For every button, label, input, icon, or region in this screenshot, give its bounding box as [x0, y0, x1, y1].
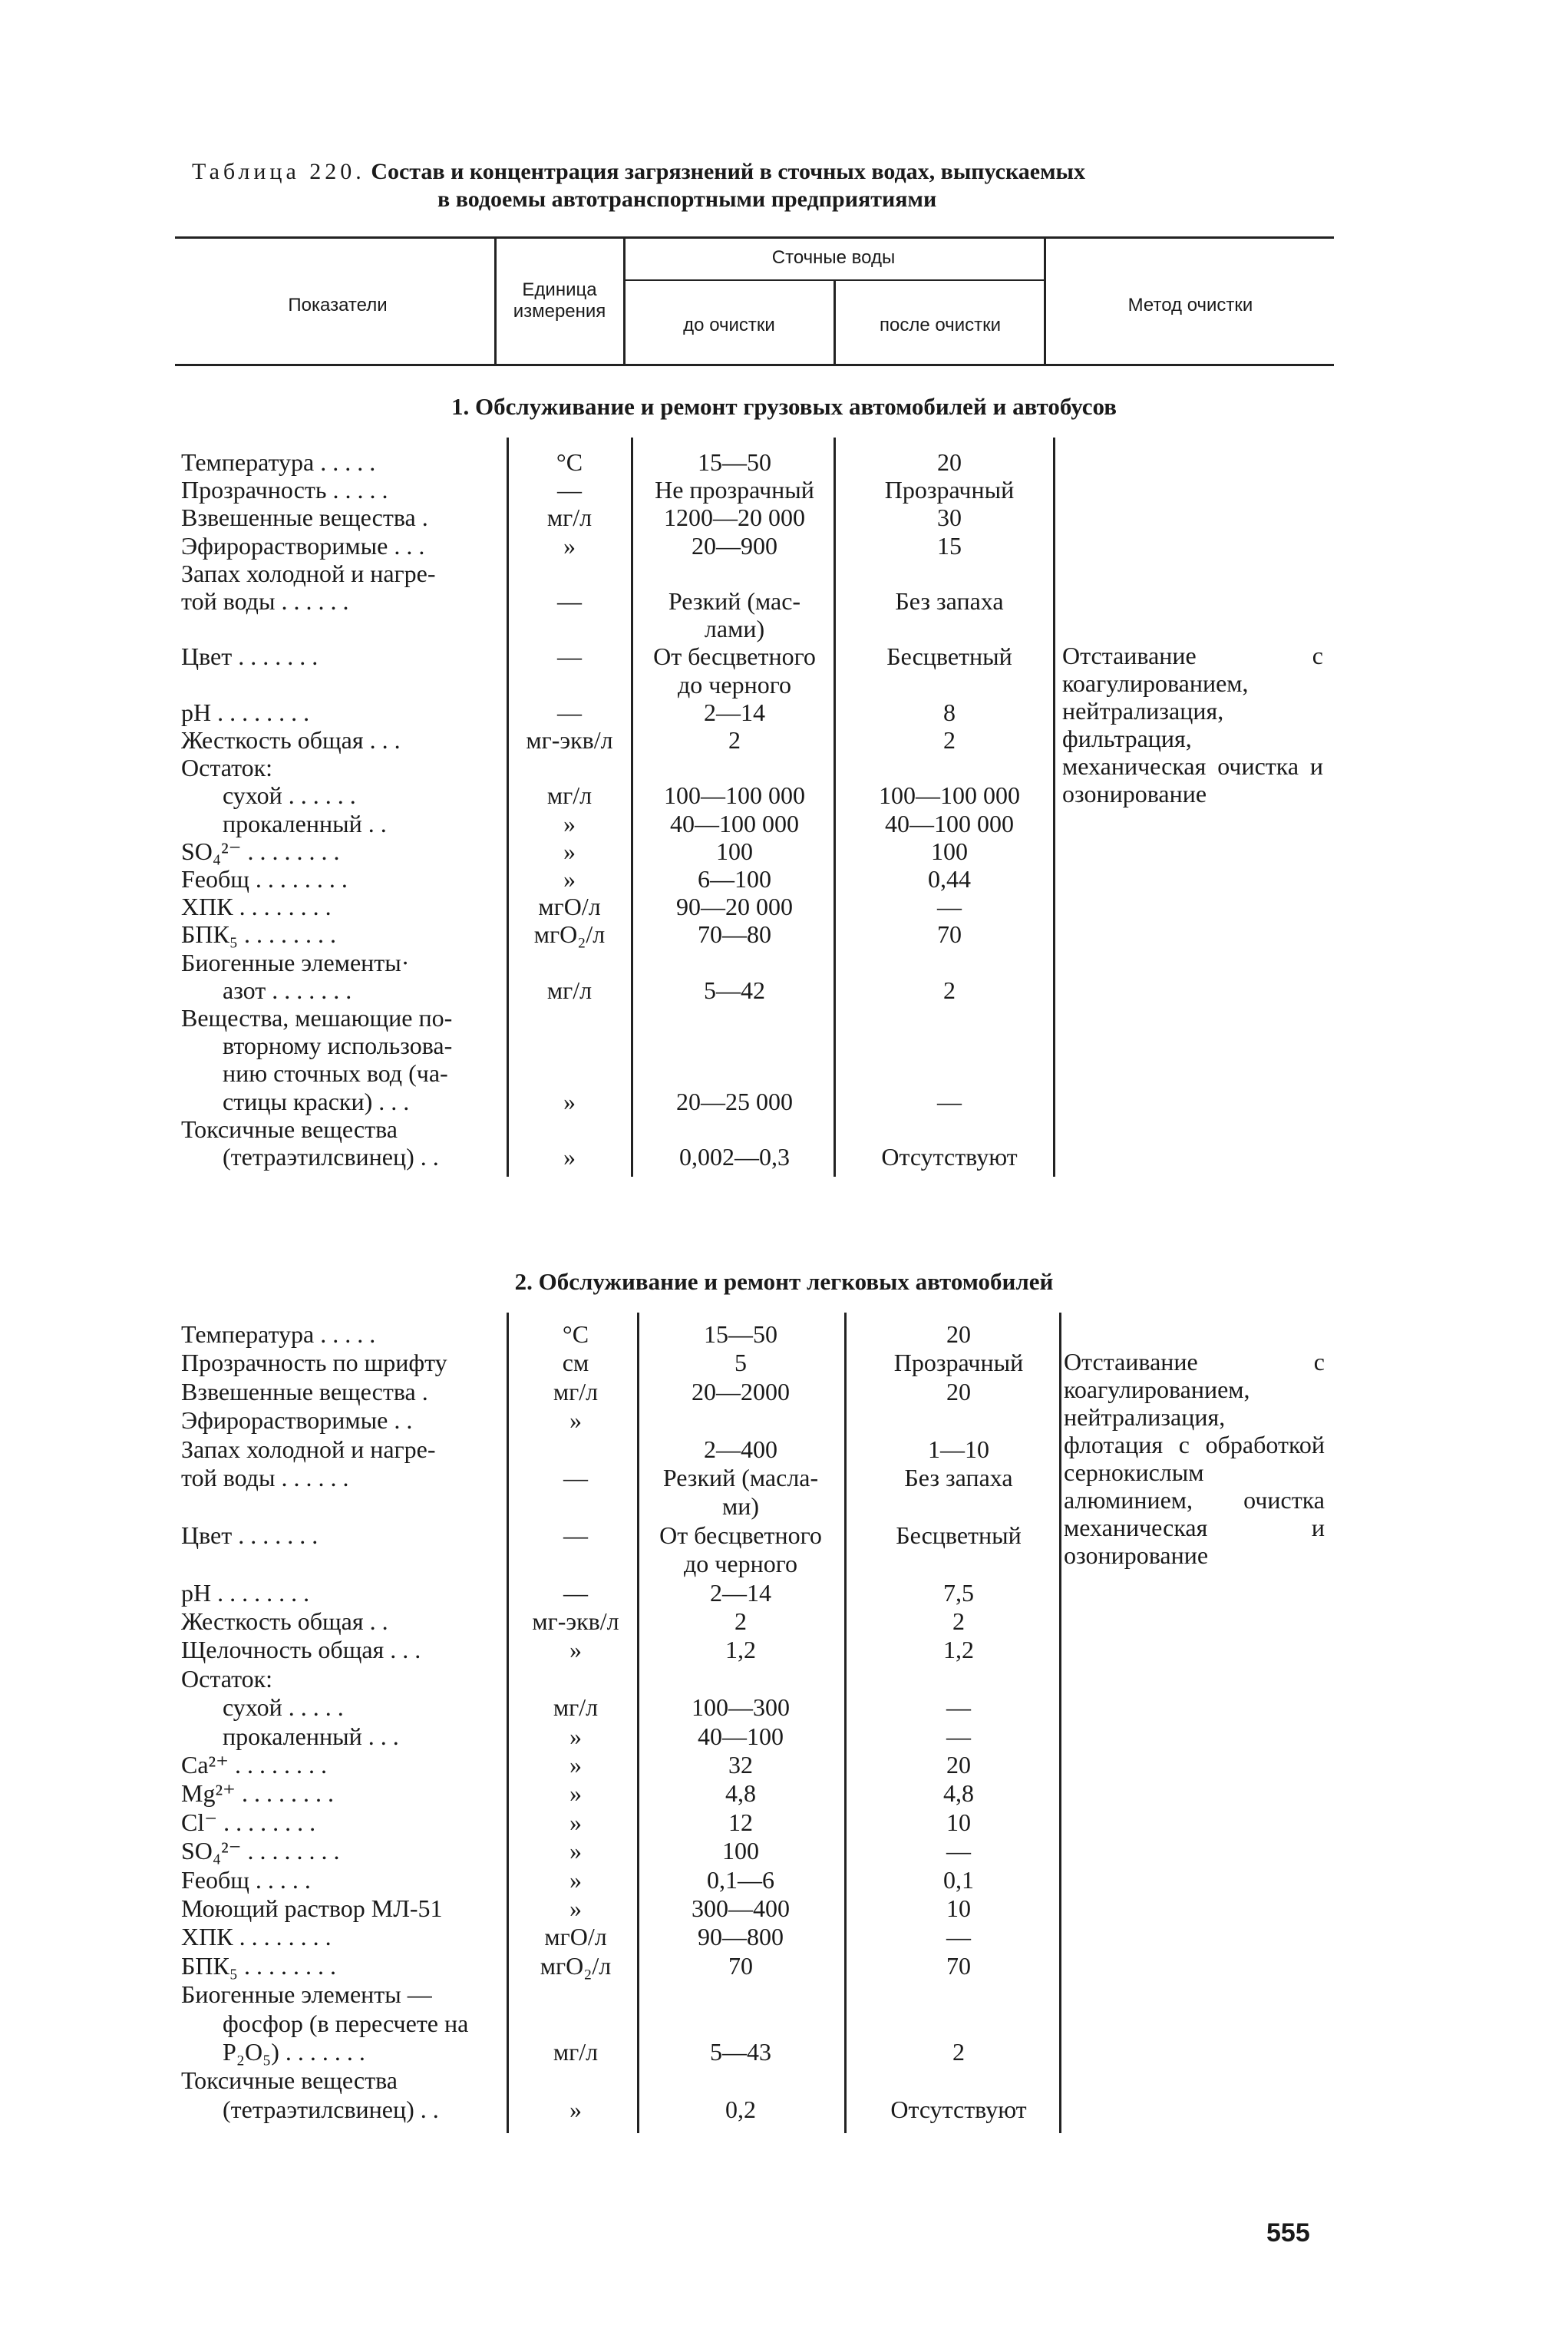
- indicator-cell: прокаленный . . .: [223, 1722, 399, 1750]
- table-row: [0, 1492, 1568, 1520]
- before-cleaning-cell: 100—300: [692, 1693, 790, 1722]
- after-cleaning-cell: Отсутствуют: [890, 2095, 1027, 2123]
- table-title-line2: в водоемы автотранспортными предприятиями: [437, 187, 937, 212]
- table-row: [0, 1115, 1568, 1143]
- table-row: [0, 1923, 1568, 1950]
- before-cleaning-cell: 40—100 000: [670, 809, 799, 837]
- table-row: [0, 1406, 1568, 1434]
- indicator-cell: Эфирорастворимые . .: [181, 1406, 413, 1435]
- unit-cell: см: [562, 1349, 589, 1377]
- after-cleaning-cell: Без запаха: [904, 1464, 1013, 1491]
- unit-cell: »: [569, 1894, 582, 1922]
- indicator-cell: Остаток:: [181, 1664, 273, 1693]
- indicator-cell: Запах холодной и нагре-: [181, 1435, 436, 1463]
- indicator-cell: той воды . . . . . .: [181, 1464, 349, 1491]
- after-cleaning-cell: 15: [937, 531, 962, 560]
- indicator-cell: Запах холодной и нагре-: [181, 559, 436, 587]
- indicator-cell: ХПК . . . . . . . .: [181, 893, 332, 921]
- before-cleaning-cell: лами): [704, 615, 765, 643]
- after-cleaning-cell: 20: [946, 1377, 971, 1405]
- after-cleaning-cell: 100—100 000: [879, 781, 1020, 810]
- column-divider: [507, 1313, 509, 2133]
- table-row: [0, 2096, 1568, 2123]
- before-cleaning-cell: 5: [734, 1349, 747, 1377]
- before-cleaning-cell: 20—900: [692, 531, 777, 560]
- before-cleaning-cell: 15—50: [698, 448, 771, 476]
- indicator-cell: БПК₅ . . . . . . . .: [181, 1951, 336, 1980]
- after-cleaning-cell: Отсутствуют: [881, 1143, 1018, 1171]
- indicator-cell: фосфор (в пересчете на: [223, 2009, 469, 2037]
- table-row: [0, 810, 1568, 837]
- table-row: [0, 1866, 1568, 1894]
- unit-cell: °С: [562, 1320, 589, 1348]
- table-row: [0, 976, 1568, 1004]
- table-row: [0, 1636, 1568, 1663]
- unit-cell: мг/л: [546, 504, 593, 532]
- after-cleaning-cell: 10: [946, 1894, 971, 1922]
- header-method: Метод очистки: [1127, 295, 1253, 315]
- indicator-cell: сухой . . . . . .: [223, 781, 356, 810]
- before-cleaning-cell: 0,1—6: [707, 1865, 774, 1894]
- unit-cell: —: [563, 1521, 588, 1549]
- table-row: [0, 1808, 1568, 1836]
- table-row: [0, 560, 1568, 587]
- unit-cell: —: [557, 698, 582, 726]
- table-row: [0, 726, 1568, 754]
- indicator-cell: ХПК . . . . . . . .: [181, 1923, 332, 1951]
- indicator-cell: Биогенные элементы·: [181, 948, 410, 976]
- header-indicator: Показатели: [288, 295, 388, 315]
- table-number: Таблица 220.: [192, 159, 365, 184]
- before-cleaning-cell: 2—14: [704, 698, 765, 726]
- unit-cell: »: [563, 865, 576, 893]
- table-row: [0, 476, 1568, 504]
- after-cleaning-cell: 1,2: [943, 1636, 974, 1664]
- after-cleaning-cell: 2: [943, 726, 956, 754]
- after-cleaning-cell: —: [946, 1837, 971, 1865]
- unit-cell: мгО/л: [538, 893, 601, 921]
- header-after: после очистки: [880, 315, 1001, 335]
- after-cleaning-cell: 30: [937, 504, 962, 532]
- indicator-cell: нию сточных вод (ча-: [223, 1059, 448, 1088]
- table-row: [0, 532, 1568, 560]
- unit-cell: мг/л: [553, 1377, 599, 1405]
- after-cleaning-cell: 2: [943, 976, 956, 1004]
- before-cleaning-cell: 0,002—0,3: [679, 1143, 790, 1171]
- table-row: [0, 1952, 1568, 1980]
- after-cleaning-cell: —: [946, 1722, 971, 1750]
- indicator-cell: азот . . . . . . .: [223, 976, 352, 1004]
- unit-cell: мг/л: [546, 781, 593, 810]
- unit-cell: »: [569, 2095, 582, 2123]
- indicator-cell: Токсичные вещества: [181, 2066, 398, 2095]
- indicator-cell: вторному использова-: [223, 1032, 453, 1060]
- table-row: [0, 1004, 1568, 1032]
- indicator-cell: Остаток:: [181, 754, 273, 782]
- before-cleaning-cell: 20—25 000: [676, 1087, 793, 1115]
- after-cleaning-cell: 0,44: [928, 865, 971, 893]
- indicator-cell: (тетраэтилсвинец) . .: [223, 1143, 439, 1171]
- before-cleaning-cell: 1,2: [725, 1636, 756, 1664]
- after-cleaning-cell: 1—10: [928, 1435, 989, 1463]
- table-row: [0, 2010, 1568, 2037]
- before-cleaning-cell: 100: [716, 837, 753, 865]
- before-cleaning-cell: до черного: [677, 670, 792, 699]
- table-row: [0, 699, 1568, 726]
- before-cleaning-cell: 12: [728, 1808, 753, 1836]
- header-divider-2: [623, 238, 626, 364]
- table-row: [0, 615, 1568, 642]
- unit-cell: —: [563, 1464, 588, 1491]
- after-cleaning-cell: Прозрачный: [893, 1349, 1024, 1377]
- before-cleaning-cell: 70: [728, 1951, 753, 1980]
- before-cleaning-cell: 15—50: [704, 1320, 777, 1348]
- before-cleaning-cell: Резкий (масла-: [662, 1464, 819, 1491]
- table-row: [0, 1088, 1568, 1115]
- table-row: [0, 1059, 1568, 1087]
- indicator-cell: Вещества, мешающие по-: [181, 1004, 453, 1032]
- indicator-cell: pH . . . . . . . .: [181, 698, 310, 726]
- unit-cell: мг-экв/л: [526, 726, 613, 754]
- after-cleaning-cell: —: [946, 1923, 971, 1951]
- after-cleaning-cell: 20: [946, 1320, 971, 1348]
- unit-cell: —: [557, 587, 582, 615]
- after-cleaning-cell: 10: [946, 1808, 971, 1836]
- indicator-cell: прокаленный . .: [223, 809, 387, 837]
- header-divider-4: [1044, 238, 1046, 364]
- column-divider: [1053, 438, 1055, 1177]
- after-cleaning-cell: 100: [931, 837, 968, 865]
- unit-cell: »: [569, 1406, 582, 1435]
- header-unit: Единица измерения: [513, 279, 606, 322]
- before-cleaning-cell: 100—100 000: [664, 781, 805, 810]
- before-cleaning-cell: От бесцветного: [659, 1521, 822, 1549]
- unit-cell: »: [569, 1636, 582, 1664]
- header-wastewater: Сточные воды: [771, 247, 896, 268]
- unit-cell: »: [569, 1779, 582, 1808]
- unit-cell: »: [569, 1808, 582, 1836]
- unit-cell: мг-экв/л: [532, 1607, 619, 1635]
- indicator-cell: БПК₅ . . . . . . . .: [181, 920, 336, 949]
- after-cleaning-cell: 2: [952, 2038, 965, 2066]
- before-cleaning-cell: 2—400: [704, 1435, 777, 1463]
- indicator-cell: Прозрачность по шрифту: [181, 1349, 447, 1377]
- header-before: до очистки: [683, 315, 775, 335]
- unit-cell: »: [569, 1865, 582, 1894]
- section-1-method: Отстаивание с коагулированием, нейтрализация, фильтрация, механическая очистка и озонирование: [1062, 642, 1323, 808]
- table-row: [0, 504, 1568, 531]
- unit-cell: »: [563, 531, 576, 560]
- after-cleaning-cell: Бесцветный: [886, 642, 1012, 671]
- header-divider-1: [494, 238, 497, 364]
- indicator-cell: Прозрачность . . . . .: [181, 476, 388, 504]
- table-row: [0, 1320, 1568, 1348]
- header-bottom-rule: [175, 364, 1334, 366]
- indicator-cell: Взвешенные вещества .: [181, 1377, 428, 1405]
- table-row: [0, 1607, 1568, 1635]
- unit-cell: —: [557, 476, 582, 504]
- section-1-title: 1. Обслуживание и ремонт грузовых автомобилей и автобусов: [451, 393, 1117, 420]
- indicator-cell: Моющий раствор МЛ-51: [181, 1894, 443, 1922]
- table-row: [0, 837, 1568, 865]
- table-row: [0, 1980, 1568, 2008]
- table-row: [0, 1435, 1568, 1463]
- column-divider: [631, 438, 633, 1177]
- before-cleaning-cell: 90—20 000: [676, 893, 793, 921]
- unit-cell: мг/л: [553, 1693, 599, 1722]
- table-row: [0, 1894, 1568, 1922]
- indicator-cell: Токсичные вещества: [181, 1115, 398, 1143]
- after-cleaning-cell: Без запаха: [895, 587, 1004, 615]
- unit-cell: —: [557, 642, 582, 671]
- before-cleaning-cell: 2: [728, 726, 741, 754]
- before-cleaning-cell: 100: [722, 1837, 759, 1865]
- before-cleaning-cell: ми): [721, 1492, 760, 1521]
- before-cleaning-cell: 2: [734, 1607, 747, 1635]
- table-row: [0, 754, 1568, 781]
- column-divider: [844, 1313, 847, 2133]
- indicator-cell: Взвешенные вещества .: [181, 504, 428, 532]
- indicator-cell: Цвет . . . . . . .: [181, 1521, 319, 1549]
- after-cleaning-cell: Прозрачный: [884, 476, 1015, 504]
- indicator-cell: стицы краски) . . .: [223, 1087, 410, 1115]
- unit-cell: мгО₂/л: [540, 1951, 612, 1980]
- before-cleaning-cell: Резкий (мас-: [668, 587, 801, 615]
- column-divider: [637, 1313, 639, 2133]
- before-cleaning-cell: 32: [728, 1751, 753, 1779]
- indicator-cell: Температура . . . . .: [181, 448, 376, 476]
- table-row: [0, 1837, 1568, 1864]
- after-cleaning-cell: 2: [952, 1607, 965, 1635]
- unit-cell: мгО₂/л: [533, 920, 606, 949]
- after-cleaning-cell: 40—100 000: [885, 809, 1014, 837]
- after-cleaning-cell: —: [937, 1087, 962, 1115]
- before-cleaning-cell: 90—800: [698, 1923, 784, 1951]
- indicator-cell: Cl⁻ . . . . . . . .: [181, 1808, 316, 1836]
- table-title-line1: Состав и концентрация загрязнений в сточных водах, выпускаемых: [371, 159, 1085, 184]
- indicator-cell: Mg²⁺ . . . . . . . .: [181, 1779, 334, 1808]
- unit-cell: мг/л: [546, 976, 593, 1004]
- table-row: [0, 1665, 1568, 1693]
- table-row: [0, 920, 1568, 948]
- indicator-cell: SO₄²⁻ . . . . . . . .: [181, 837, 340, 865]
- page-number: 555: [1266, 2218, 1310, 2248]
- unit-cell: »: [569, 1837, 582, 1865]
- table-row: [0, 1143, 1568, 1171]
- before-cleaning-cell: 0,2: [725, 2095, 756, 2123]
- section-2-title: 2. Обслуживание и ремонт легковых автомобилей: [514, 1268, 1054, 1295]
- after-cleaning-cell: 70: [937, 920, 962, 949]
- indicator-cell: Feобщ . . . . . . . .: [181, 865, 348, 893]
- section-2-method: Отстаивание с коагулированием, нейтрализация, флотация с обработкой сернокислым алюминием, очистка механическая и озонирование: [1064, 1348, 1325, 1569]
- header-divider-3: [834, 281, 836, 364]
- before-cleaning-cell: 5—42: [704, 976, 765, 1004]
- table-row: [0, 2066, 1568, 2094]
- before-cleaning-cell: 300—400: [692, 1894, 790, 1922]
- before-cleaning-cell: 70—80: [698, 920, 771, 949]
- column-divider: [507, 438, 509, 1177]
- table-row: [0, 1521, 1568, 1549]
- before-cleaning-cell: 2—14: [710, 1578, 771, 1607]
- before-cleaning-cell: 20—2000: [692, 1377, 790, 1405]
- indicator-cell: Щелочность общая . . .: [181, 1636, 421, 1664]
- indicator-cell: Ca²⁺ . . . . . . . .: [181, 1751, 328, 1779]
- after-cleaning-cell: Бесцветный: [896, 1521, 1022, 1549]
- indicator-cell: сухой . . . . .: [223, 1693, 344, 1722]
- after-cleaning-cell: 8: [943, 698, 956, 726]
- before-cleaning-cell: 40—100: [698, 1722, 784, 1750]
- table-row: [0, 1722, 1568, 1750]
- table-row: [0, 587, 1568, 615]
- table-row: [0, 949, 1568, 976]
- indicator-cell: Жесткость общая . .: [181, 1607, 388, 1635]
- table-row: [0, 893, 1568, 920]
- table-row: [0, 1751, 1568, 1779]
- unit-cell: °С: [556, 448, 583, 476]
- unit-cell: мгО/л: [544, 1923, 607, 1951]
- column-divider: [834, 438, 836, 1177]
- after-cleaning-cell: 4,8: [943, 1779, 974, 1808]
- table-row: [0, 2038, 1568, 2066]
- table-row: [0, 1378, 1568, 1405]
- unit-cell: —: [563, 1578, 588, 1607]
- table-row: [0, 642, 1568, 670]
- table-row: [0, 671, 1568, 699]
- before-cleaning-cell: Не прозрачный: [655, 476, 814, 504]
- indicator-cell: той воды . . . . . .: [181, 587, 349, 615]
- indicator-cell: Температура . . . . .: [181, 1320, 376, 1348]
- indicator-cell: pH . . . . . . . .: [181, 1578, 310, 1607]
- after-cleaning-cell: 7,5: [943, 1578, 974, 1607]
- after-cleaning-cell: 20: [937, 448, 962, 476]
- indicator-cell: Биогенные элементы —: [181, 1980, 432, 2009]
- column-divider: [1059, 1313, 1061, 2133]
- table-row: [0, 1550, 1568, 1577]
- before-cleaning-cell: От бесцветного: [653, 642, 816, 671]
- before-cleaning-cell: до черного: [683, 1550, 798, 1578]
- unit-cell: »: [563, 837, 576, 865]
- before-cleaning-cell: 5—43: [710, 2038, 771, 2066]
- indicator-cell: SO₄²⁻ . . . . . . . .: [181, 1837, 340, 1865]
- indicator-cell: Цвет . . . . . . .: [181, 642, 319, 671]
- indicator-cell: Feобщ . . . . .: [181, 1865, 311, 1894]
- indicator-cell: (тетраэтилсвинец) . .: [223, 2095, 439, 2123]
- table-row: [0, 865, 1568, 893]
- unit-cell: мг/л: [553, 2038, 599, 2066]
- table-row: [0, 1349, 1568, 1376]
- table-row: [0, 1693, 1568, 1721]
- indicator-cell: Эфирорастворимые . . .: [181, 531, 425, 560]
- header-top-rule: [175, 236, 1334, 239]
- after-cleaning-cell: —: [946, 1693, 971, 1722]
- before-cleaning-cell: 1200—20 000: [664, 504, 805, 532]
- table-row: [0, 448, 1568, 476]
- table-row: [0, 1579, 1568, 1607]
- unit-cell: »: [563, 1143, 576, 1171]
- table-row: [0, 1779, 1568, 1807]
- after-cleaning-cell: 20: [946, 1751, 971, 1779]
- unit-cell: »: [563, 809, 576, 837]
- after-cleaning-cell: 70: [946, 1951, 971, 1980]
- indicator-cell: Жесткость общая . . .: [181, 726, 401, 754]
- indicator-cell: P₂O₅) . . . . . . .: [223, 2038, 365, 2066]
- table-title: [192, 158, 1374, 213]
- before-cleaning-cell: 4,8: [725, 1779, 756, 1808]
- after-cleaning-cell: 0,1: [943, 1865, 974, 1894]
- unit-cell: »: [569, 1722, 582, 1750]
- table-row: [0, 781, 1568, 809]
- after-cleaning-cell: —: [937, 893, 962, 921]
- before-cleaning-cell: 6—100: [698, 865, 771, 893]
- unit-cell: »: [569, 1751, 582, 1779]
- table-row: [0, 1032, 1568, 1059]
- unit-cell: »: [563, 1087, 576, 1115]
- table-row: [0, 1464, 1568, 1491]
